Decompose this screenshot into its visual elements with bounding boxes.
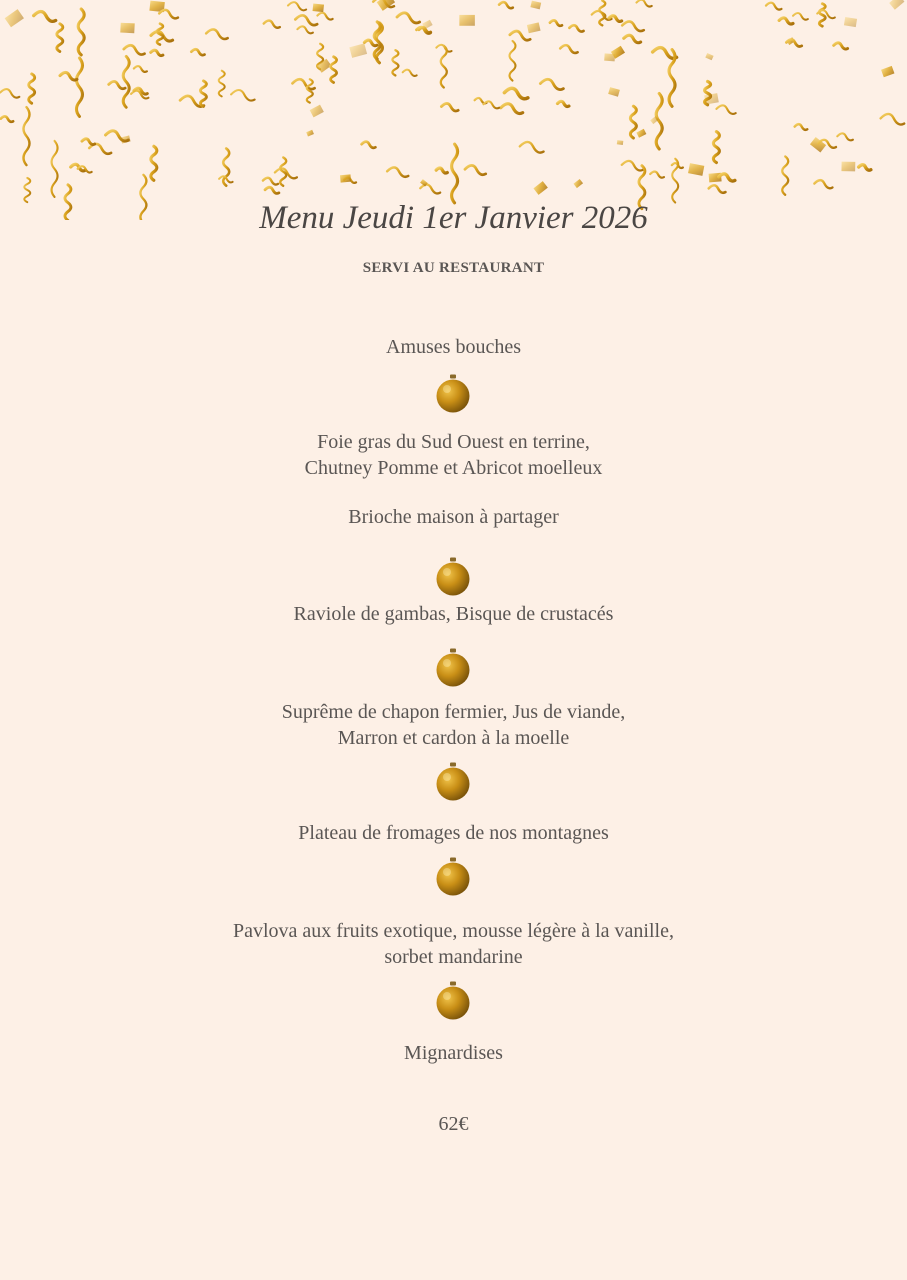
- gold-confetti-icon: [376, 23, 382, 63]
- gold-confetti-icon: [306, 130, 314, 137]
- gold-confetti-icon: [219, 176, 233, 182]
- gold-confetti-icon: [387, 167, 408, 176]
- gold-bauble-icon: [436, 557, 470, 597]
- course-line: Raviole de gambas, Bisque de crustacés: [293, 603, 614, 625]
- gold-confetti-icon: [650, 171, 664, 177]
- gold-bauble-icon: [436, 981, 470, 1021]
- gold-confetti-icon: [120, 23, 135, 34]
- gold-confetti-icon: [504, 88, 527, 99]
- gold-confetti-icon: [317, 13, 332, 20]
- gold-confetti-icon: [292, 79, 314, 89]
- gold-confetti-icon: [719, 174, 735, 181]
- course-line: Suprême de chapon fermier, Jus de viande,: [281, 701, 626, 723]
- gold-confetti-icon: [810, 137, 826, 152]
- gold-confetti-icon: [881, 66, 894, 77]
- gold-confetti-icon: [817, 10, 835, 18]
- gold-confetti-icon: [669, 50, 675, 107]
- gold-confetti-icon: [78, 9, 84, 55]
- gold-confetti-icon: [24, 178, 30, 202]
- course-foie-gras: [0, 429, 907, 481]
- gold-confetti-icon: [34, 11, 56, 21]
- gold-confetti-icon: [859, 165, 871, 170]
- gold-confetti-icon: [650, 116, 658, 124]
- gold-confetti-icon: [373, 0, 394, 7]
- gold-confetti-icon: [151, 31, 173, 41]
- gold-confetti-icon: [89, 144, 111, 154]
- gold-confetti-icon: [134, 88, 147, 94]
- course-line: Chutney Pomme et Abricot moelleux: [304, 457, 603, 479]
- gold-confetti-icon: [782, 156, 788, 194]
- gold-confetti-icon: [540, 79, 563, 89]
- gold-confetti-icon: [436, 45, 451, 52]
- course-raviole: [0, 601, 907, 627]
- gold-confetti-icon: [180, 96, 204, 107]
- gold-confetti-icon: [403, 70, 417, 76]
- gold-bauble-icon: [436, 648, 470, 688]
- gold-confetti-icon: [779, 18, 793, 24]
- course-pavlova: [0, 918, 907, 970]
- gold-confetti-icon: [530, 1, 541, 10]
- gold-confetti-icon: [52, 141, 58, 197]
- gold-confetti-icon: [509, 41, 515, 81]
- gold-confetti-icon: [109, 81, 125, 88]
- gold-confetti-icon: [422, 20, 432, 29]
- gold-confetti-icon: [436, 168, 447, 173]
- gold-confetti-icon: [280, 157, 286, 185]
- gold-confetti-icon: [5, 9, 24, 27]
- gold-confetti-icon: [76, 58, 82, 116]
- gold-confetti-icon: [374, 22, 380, 59]
- gold-confetti-icon: [844, 17, 857, 27]
- gold-confetti-icon: [611, 46, 625, 59]
- gold-confetti-icon: [501, 104, 523, 114]
- gold-confetti-icon: [82, 139, 95, 145]
- menu-title: Menu Jeudi 1er Janvier 2026: [259, 200, 648, 236]
- gold-confetti-icon: [793, 13, 808, 20]
- gold-confetti-icon: [60, 72, 77, 80]
- gold-confetti-icon: [29, 74, 35, 103]
- gold-confetti-icon: [617, 140, 624, 145]
- gold-bauble-icon: [436, 762, 470, 802]
- gold-confetti-icon: [313, 3, 325, 12]
- gold-confetti-icon: [397, 13, 420, 23]
- gold-confetti-icon: [441, 46, 447, 88]
- gold-confetti-icon: [672, 163, 683, 168]
- gold-confetti-icon: [149, 1, 164, 13]
- gold-confetti-icon: [134, 66, 147, 72]
- gold-confetti-icon: [331, 57, 337, 83]
- course-line: Plateau de fromages de nos montagnes: [298, 822, 609, 844]
- gold-confetti-icon: [656, 93, 662, 148]
- gold-confetti-icon: [23, 107, 29, 165]
- gold-confetti-icon: [533, 181, 547, 195]
- gold-confetti-icon: [622, 161, 643, 171]
- gold-confetti-icon: [786, 40, 801, 47]
- gold-confetti-icon: [834, 43, 848, 49]
- gold-confetti-icon: [569, 25, 583, 31]
- gold-confetti-icon: [1, 116, 13, 122]
- gold-confetti-icon: [592, 11, 612, 20]
- gold-confetti-icon: [0, 89, 19, 98]
- gold-confetti-icon: [653, 48, 677, 59]
- gold-confetti-icon: [709, 173, 722, 183]
- course-line: Brioche maison à partager: [348, 506, 559, 528]
- gold-confetti-icon: [364, 40, 377, 46]
- gold-confetti-icon: [483, 101, 499, 108]
- gold-confetti-icon: [317, 59, 332, 73]
- course-line: Marron et cardon à la moelle: [337, 727, 570, 749]
- confetti-decoration: [0, 0, 907, 220]
- gold-confetti-icon: [317, 44, 323, 69]
- gold-confetti-icon: [841, 162, 855, 172]
- gold-confetti-icon: [819, 4, 825, 27]
- gold-bauble-icon: [436, 374, 470, 414]
- gold-confetti-icon: [219, 71, 225, 97]
- gold-confetti-icon: [881, 114, 905, 125]
- gold-confetti-icon: [837, 133, 853, 140]
- gold-confetti-icon: [441, 103, 458, 111]
- gold-confetti-icon: [818, 140, 836, 148]
- gold-confetti-icon: [672, 159, 678, 203]
- gold-confetti-icon: [121, 135, 131, 143]
- gold-confetti-icon: [560, 45, 577, 53]
- course-brioche: [0, 504, 907, 530]
- course-line: Pavlova aux fruits exotique, mousse légère à la vanille,: [233, 920, 674, 942]
- gold-confetti-icon: [609, 16, 622, 22]
- gold-confetti-icon: [297, 26, 313, 33]
- gold-confetti-icon: [310, 105, 324, 118]
- gold-confetti-icon: [123, 56, 129, 107]
- gold-confetti-icon: [622, 21, 644, 31]
- gold-confetti-icon: [78, 166, 92, 172]
- course-fromages: [0, 820, 907, 846]
- gold-confetti-icon: [459, 15, 475, 26]
- gold-confetti-icon: [206, 29, 228, 39]
- gold-confetti-icon: [795, 124, 808, 130]
- gold-confetti-icon: [131, 91, 148, 99]
- gold-confetti-icon: [704, 93, 719, 104]
- gold-confetti-icon: [231, 90, 255, 101]
- gold-confetti-icon: [57, 24, 63, 52]
- gold-confetti-icon: [340, 174, 351, 182]
- gold-confetti-icon: [344, 178, 356, 183]
- gold-confetti-icon: [307, 79, 313, 102]
- gold-confetti-icon: [713, 132, 719, 163]
- course-line: Amuses bouches: [386, 336, 521, 358]
- gold-confetti-icon: [200, 81, 206, 107]
- gold-confetti-icon: [264, 20, 280, 27]
- gold-confetti-icon: [465, 165, 486, 174]
- gold-confetti-icon: [766, 3, 781, 10]
- gold-confetti-icon: [787, 37, 795, 45]
- gold-confetti-icon: [475, 98, 487, 103]
- gold-confetti-icon: [420, 184, 440, 193]
- gold-confetti-icon: [288, 2, 306, 10]
- course-line: Mignardises: [404, 1042, 503, 1064]
- gold-confetti-icon: [106, 131, 129, 141]
- gold-confetti-icon: [499, 2, 513, 8]
- gold-confetti-icon: [416, 27, 430, 33]
- gold-confetti-icon: [599, 1, 605, 26]
- gold-confetti-icon: [573, 179, 583, 188]
- gold-confetti-icon: [377, 0, 395, 11]
- gold-confetti-icon: [157, 24, 163, 45]
- gold-confetti-icon: [223, 148, 229, 185]
- gold-confetti-icon: [604, 53, 615, 61]
- gold-confetti-icon: [124, 45, 145, 54]
- gold-confetti-icon: [263, 178, 278, 185]
- gold-confetti-icon: [275, 168, 297, 178]
- gold-confetti-icon: [151, 146, 157, 180]
- gold-confetti-icon: [716, 105, 735, 114]
- menu-subtitle: SERVI AU RESTAURANT: [362, 260, 545, 276]
- gold-confetti-icon: [191, 49, 204, 55]
- gold-confetti-icon: [362, 142, 376, 148]
- gold-confetti-icon: [295, 15, 317, 25]
- course-supreme-chapon: [0, 699, 907, 751]
- menu-price: 62€: [438, 1113, 469, 1135]
- gold-confetti-icon: [159, 10, 178, 18]
- gold-confetti-icon: [814, 180, 832, 188]
- course-mignardises: [0, 1040, 907, 1066]
- gold-confetti-icon: [630, 106, 636, 138]
- gold-confetti-icon: [349, 43, 367, 57]
- gold-confetti-icon: [392, 50, 398, 75]
- gold-confetti-icon: [520, 142, 544, 153]
- gold-confetti-icon: [889, 0, 904, 10]
- gold-confetti-icon: [636, 0, 651, 7]
- course-amuses-bouches: [0, 334, 907, 360]
- gold-confetti-icon: [709, 185, 726, 193]
- gold-confetti-icon: [557, 101, 568, 106]
- gold-confetti-icon: [527, 22, 541, 33]
- course-line: Foie gras du Sud Ouest en terrine,: [317, 431, 590, 453]
- gold-bauble-icon: [436, 857, 470, 897]
- gold-confetti-icon: [608, 87, 620, 97]
- gold-confetti-icon: [688, 163, 704, 176]
- gold-confetti-icon: [71, 164, 86, 171]
- gold-confetti-icon: [624, 35, 641, 43]
- gold-confetti-icon: [705, 81, 711, 104]
- gold-confetti-icon: [452, 144, 458, 203]
- gold-confetti-icon: [419, 27, 431, 32]
- gold-confetti-icon: [550, 20, 562, 25]
- gold-confetti-icon: [636, 129, 646, 138]
- course-line: sorbet mandarine: [384, 946, 523, 968]
- gold-confetti-icon: [151, 50, 163, 55]
- gold-confetti-icon: [705, 53, 713, 60]
- gold-confetti-icon: [265, 187, 279, 193]
- gold-confetti-icon: [420, 179, 428, 186]
- gold-confetti-icon: [510, 31, 530, 40]
